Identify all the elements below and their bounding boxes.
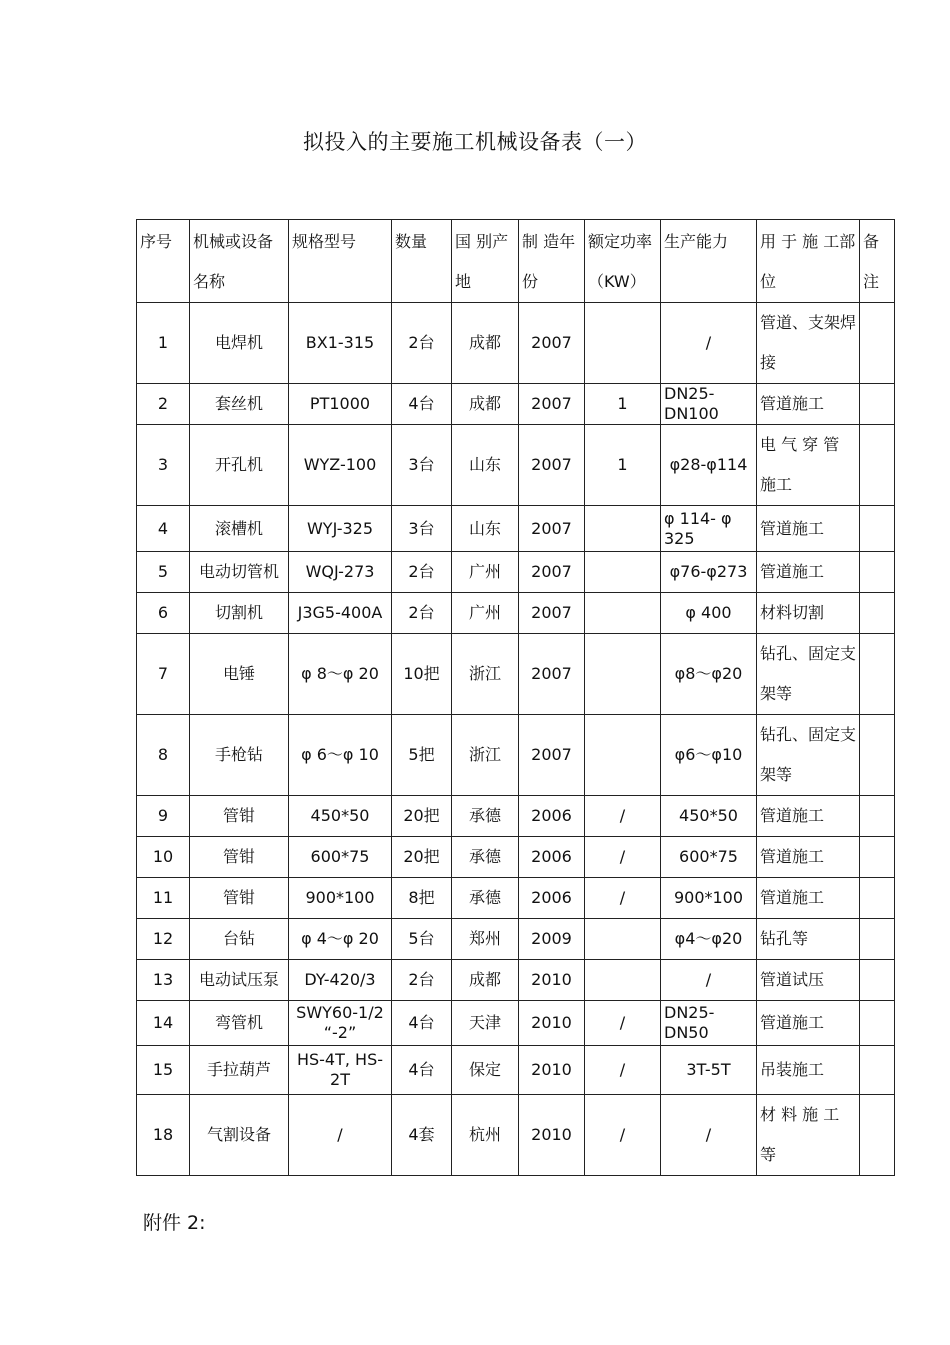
- cell-year: 2006: [519, 878, 585, 919]
- cell-origin: 成都: [452, 303, 519, 384]
- table-row: [137, 425, 895, 506]
- cell-year: 2006: [519, 837, 585, 878]
- cell-no: 6: [137, 593, 190, 634]
- cell-year: 2007: [519, 552, 585, 593]
- cell-note: [860, 506, 895, 552]
- cell-origin: 山东: [452, 506, 519, 552]
- cell-model: PT1000: [289, 384, 392, 425]
- col-header-use: 用 于 施 工部位: [757, 220, 860, 303]
- cell-origin: 成都: [452, 960, 519, 1001]
- cell-power: /: [585, 878, 661, 919]
- cell-year: 2007: [519, 384, 585, 425]
- cell-no: 2: [137, 384, 190, 425]
- cell-origin: 郑州: [452, 919, 519, 960]
- cell-year: 2006: [519, 796, 585, 837]
- cell-name: 管钳: [190, 796, 289, 837]
- col-header-capacity: 生产能力: [661, 220, 757, 303]
- col-header-model: 规格型号: [289, 220, 392, 303]
- cell-power: 1: [585, 384, 661, 425]
- cell-power: 1: [585, 425, 661, 506]
- cell-no: 8: [137, 715, 190, 796]
- cell-qty: 2台: [392, 303, 452, 384]
- cell-name: 套丝机: [190, 384, 289, 425]
- table-row: [137, 303, 895, 384]
- col-header-name: 机械或设备名称: [190, 220, 289, 303]
- cell-note: [860, 384, 895, 425]
- cell-origin: 杭州: [452, 1095, 519, 1176]
- cell-power: [585, 506, 661, 552]
- cell-year: 2007: [519, 715, 585, 796]
- cell-qty: 10把: [392, 634, 452, 715]
- cell-use: 钻孔、固定支架等: [757, 634, 860, 715]
- cell-power: /: [585, 1046, 661, 1095]
- cell-year: 2007: [519, 634, 585, 715]
- cell-qty: 5把: [392, 715, 452, 796]
- cell-model: 900*100: [289, 878, 392, 919]
- cell-name: 管钳: [190, 878, 289, 919]
- cell-name: 滚槽机: [190, 506, 289, 552]
- cell-capacity: 600*75: [661, 837, 757, 878]
- table-row: [137, 715, 895, 796]
- cell-name: 气割设备: [190, 1095, 289, 1176]
- cell-note: [860, 303, 895, 384]
- cell-capacity: /: [661, 303, 757, 384]
- cell-no: 3: [137, 425, 190, 506]
- cell-qty: 2台: [392, 552, 452, 593]
- cell-model: SWY60-1/2 “-2”: [289, 1001, 392, 1046]
- cell-origin: 天津: [452, 1001, 519, 1046]
- cell-use: 电 气 穿 管 施工: [757, 425, 860, 506]
- cell-year: 2007: [519, 593, 585, 634]
- cell-origin: 山东: [452, 425, 519, 506]
- table-row: [137, 1095, 895, 1176]
- cell-year: 2010: [519, 1046, 585, 1095]
- cell-year: 2007: [519, 506, 585, 552]
- cell-name: 电动试压泵: [190, 960, 289, 1001]
- cell-name: 电锤: [190, 634, 289, 715]
- cell-model: BX1-315: [289, 303, 392, 384]
- cell-model: DY-420/3: [289, 960, 392, 1001]
- col-header-power: 额定功率（KW）: [585, 220, 661, 303]
- cell-capacity: φ76-φ273: [661, 552, 757, 593]
- cell-power: [585, 303, 661, 384]
- cell-qty: 3台: [392, 425, 452, 506]
- cell-no: 18: [137, 1095, 190, 1176]
- cell-use: 管道施工: [757, 552, 860, 593]
- table-row: [137, 919, 895, 960]
- cell-use: 管道、支架焊接: [757, 303, 860, 384]
- cell-note: [860, 919, 895, 960]
- cell-use: 钻孔等: [757, 919, 860, 960]
- equipment-table: [136, 219, 895, 1176]
- cell-name: 切割机: [190, 593, 289, 634]
- cell-year: 2009: [519, 919, 585, 960]
- cell-origin: 承德: [452, 796, 519, 837]
- cell-qty: 4台: [392, 1001, 452, 1046]
- cell-qty: 3台: [392, 506, 452, 552]
- col-header-note: 备注: [860, 220, 895, 303]
- table-row: [137, 878, 895, 919]
- cell-no: 9: [137, 796, 190, 837]
- cell-use: 材料切割: [757, 593, 860, 634]
- cell-name: 弯管机: [190, 1001, 289, 1046]
- cell-note: [860, 425, 895, 506]
- cell-power: /: [585, 1001, 661, 1046]
- cell-capacity: DN25- DN50: [661, 1001, 757, 1046]
- cell-use: 材 料 施 工 等: [757, 1095, 860, 1176]
- cell-power: [585, 715, 661, 796]
- cell-power: [585, 552, 661, 593]
- table-row: [137, 506, 895, 552]
- cell-capacity: φ 114- φ 325: [661, 506, 757, 552]
- cell-use: 管道施工: [757, 837, 860, 878]
- cell-no: 4: [137, 506, 190, 552]
- table-row: [137, 960, 895, 1001]
- cell-qty: 4台: [392, 1046, 452, 1095]
- cell-qty: 2台: [392, 593, 452, 634]
- cell-qty: 2台: [392, 960, 452, 1001]
- cell-name: 管钳: [190, 837, 289, 878]
- cell-power: [585, 960, 661, 1001]
- table-row: [137, 796, 895, 837]
- cell-name: 台钻: [190, 919, 289, 960]
- cell-model: J3G5-400A: [289, 593, 392, 634]
- cell-year: 2010: [519, 1001, 585, 1046]
- cell-power: /: [585, 837, 661, 878]
- cell-note: [860, 796, 895, 837]
- cell-name: 电动切管机: [190, 552, 289, 593]
- cell-capacity: /: [661, 960, 757, 1001]
- cell-use: 管道施工: [757, 384, 860, 425]
- table-row: [137, 634, 895, 715]
- cell-no: 7: [137, 634, 190, 715]
- cell-note: [860, 715, 895, 796]
- cell-origin: 浙江: [452, 715, 519, 796]
- cell-note: [860, 1046, 895, 1095]
- cell-model: φ 6～φ 10: [289, 715, 392, 796]
- cell-origin: 承德: [452, 878, 519, 919]
- cell-no: 15: [137, 1046, 190, 1095]
- cell-no: 12: [137, 919, 190, 960]
- cell-capacity: φ6～φ10: [661, 715, 757, 796]
- table-row: [137, 837, 895, 878]
- cell-origin: 浙江: [452, 634, 519, 715]
- cell-note: [860, 1001, 895, 1046]
- cell-power: [585, 593, 661, 634]
- cell-use: 管道施工: [757, 506, 860, 552]
- cell-capacity: 3T-5T: [661, 1046, 757, 1095]
- cell-qty: 5台: [392, 919, 452, 960]
- cell-note: [860, 634, 895, 715]
- cell-note: [860, 593, 895, 634]
- cell-model: φ 8～φ 20: [289, 634, 392, 715]
- col-header-year: 制 造年份: [519, 220, 585, 303]
- cell-capacity: 900*100: [661, 878, 757, 919]
- cell-note: [860, 878, 895, 919]
- cell-model: /: [289, 1095, 392, 1176]
- cell-capacity: φ8～φ20: [661, 634, 757, 715]
- header-row: [137, 220, 895, 303]
- cell-power: /: [585, 1095, 661, 1176]
- cell-capacity: DN25-DN100: [661, 384, 757, 425]
- cell-power: [585, 634, 661, 715]
- cell-note: [860, 837, 895, 878]
- cell-qty: 4套: [392, 1095, 452, 1176]
- cell-capacity: φ28-φ114: [661, 425, 757, 506]
- cell-use: 管道施工: [757, 796, 860, 837]
- cell-no: 10: [137, 837, 190, 878]
- table-row: [137, 593, 895, 634]
- col-header-no: 序号: [137, 220, 190, 303]
- cell-name: 手拉葫芦: [190, 1046, 289, 1095]
- cell-note: [860, 960, 895, 1001]
- table-row: [137, 1001, 895, 1046]
- cell-qty: 20把: [392, 837, 452, 878]
- cell-use: 管道施工: [757, 878, 860, 919]
- cell-capacity: φ4～φ20: [661, 919, 757, 960]
- cell-qty: 20把: [392, 796, 452, 837]
- cell-capacity: /: [661, 1095, 757, 1176]
- cell-qty: 4台: [392, 384, 452, 425]
- cell-model: WYJ-325: [289, 506, 392, 552]
- cell-origin: 成都: [452, 384, 519, 425]
- page-title: 拟投入的主要施工机械设备表（一）: [303, 130, 647, 154]
- col-header-qty: 数量: [392, 220, 452, 303]
- cell-use: 钻孔、固定支架等: [757, 715, 860, 796]
- cell-no: 5: [137, 552, 190, 593]
- table-row: [137, 552, 895, 593]
- cell-origin: 广州: [452, 552, 519, 593]
- cell-capacity: 450*50: [661, 796, 757, 837]
- cell-power: [585, 919, 661, 960]
- cell-year: 2010: [519, 960, 585, 1001]
- table-row: [137, 1046, 895, 1095]
- cell-origin: 广州: [452, 593, 519, 634]
- cell-model: WYZ-100: [289, 425, 392, 506]
- cell-model: 600*75: [289, 837, 392, 878]
- cell-year: 2007: [519, 303, 585, 384]
- cell-model: φ 4～φ 20: [289, 919, 392, 960]
- cell-name: 手枪钻: [190, 715, 289, 796]
- cell-use: 吊装施工: [757, 1046, 860, 1095]
- cell-no: 11: [137, 878, 190, 919]
- cell-origin: 承德: [452, 837, 519, 878]
- col-header-origin: 国 别产地: [452, 220, 519, 303]
- table-row: [137, 384, 895, 425]
- cell-capacity: φ 400: [661, 593, 757, 634]
- cell-note: [860, 552, 895, 593]
- cell-year: 2010: [519, 1095, 585, 1176]
- cell-power: /: [585, 796, 661, 837]
- attachment-label: 附件 2:: [143, 1212, 206, 1234]
- cell-use: 管道施工: [757, 1001, 860, 1046]
- cell-model: HS-4T, HS-2T: [289, 1046, 392, 1095]
- cell-use: 管道试压: [757, 960, 860, 1001]
- cell-model: WQJ-273: [289, 552, 392, 593]
- cell-note: [860, 1095, 895, 1176]
- cell-model: 450*50: [289, 796, 392, 837]
- cell-no: 13: [137, 960, 190, 1001]
- cell-origin: 保定: [452, 1046, 519, 1095]
- cell-no: 14: [137, 1001, 190, 1046]
- cell-no: 1: [137, 303, 190, 384]
- cell-name: 开孔机: [190, 425, 289, 506]
- cell-name: 电焊机: [190, 303, 289, 384]
- cell-qty: 8把: [392, 878, 452, 919]
- cell-year: 2007: [519, 425, 585, 506]
